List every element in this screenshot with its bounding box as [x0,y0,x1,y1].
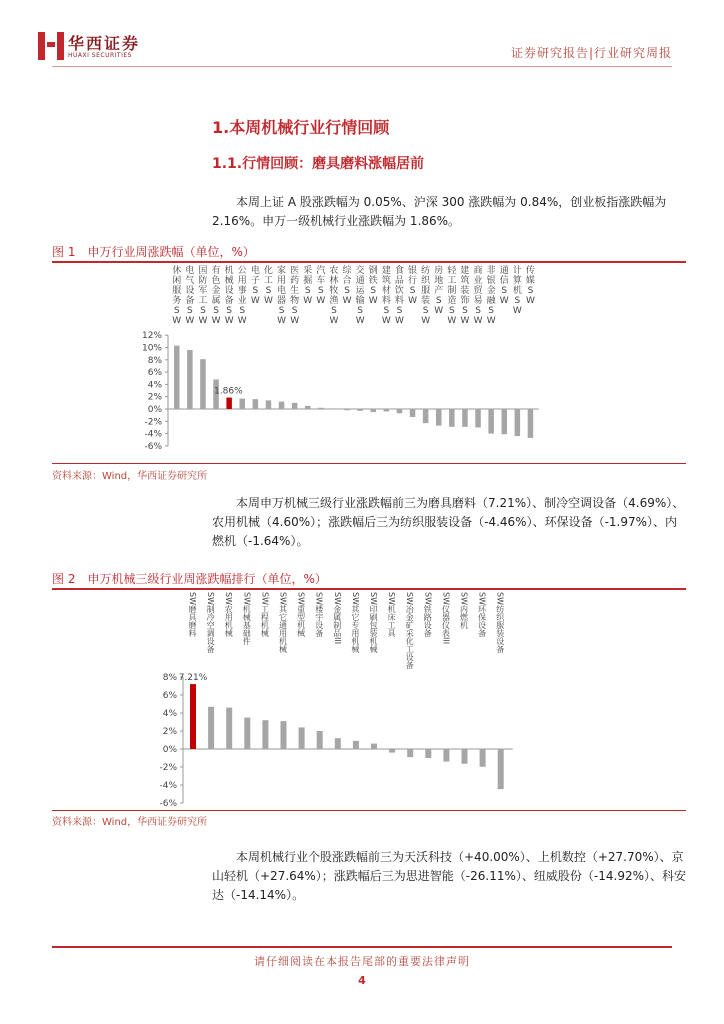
y-tick-label: 8% [147,355,162,366]
category-label: SW纺织服装设备 [495,592,505,653]
figure2-title: 图 2 申万机械三级行业周涨跌幅排行（单位，%） [52,572,327,586]
category-label: SW其它通用机械 [278,592,288,653]
bar [226,708,232,749]
y-tick-label: 12% [141,331,162,342]
bar [244,718,250,750]
y-tick-label: 6% [162,691,177,701]
bar [335,738,341,749]
bar [262,720,268,749]
y-tick-label: 2% [147,392,162,403]
category-label: SW机械基础件 [242,592,252,645]
page-number: 4 [358,974,366,987]
y-tick-label: 4% [147,380,162,391]
y-tick-label: 6% [147,368,162,379]
category-label: SW其它专用机械 [350,592,360,653]
category-label: 交通运输SW [355,266,365,326]
category-label: SW环保设备 [477,592,487,637]
bar [407,749,413,757]
subsection-heading: 1.1.行情回顾：磨具磨料涨幅居前 [212,156,425,172]
category-label: 有色金属SW [211,266,221,326]
category-label: SW磨具磨料 [188,592,197,637]
footer-notice: 请仔细阅读在本报告尾部的重要法律声明 [254,955,470,968]
category-label: SW冶金矿采化工设备 [405,592,415,669]
category-label: 传媒SW [525,266,535,306]
y-tick-label: 2% [162,727,177,737]
y-tick-label: 0% [147,405,162,415]
data-label: 7.21% [178,673,208,684]
category-label: 钢铁SW [368,266,378,306]
category-label: 建筑材料SW [381,266,391,326]
figure1-source: 资料来源：Wind，华西证券研究所 [52,471,208,482]
category-label: SW铁路设备 [423,592,433,637]
y-tick-label: 0% [162,745,177,755]
y-tick-label: -2% [159,763,177,773]
category-label: 银行SW [408,266,418,306]
bar [281,721,287,749]
bar [317,731,323,749]
category-label: 采掘SW [303,266,313,306]
category-label: 农林牧渔SW [329,266,339,326]
category-label: 家用电器SW [277,266,287,326]
category-label: SW机床工具 [387,592,397,637]
report-type: 证券研究报告|行业研究周报 [510,46,672,60]
category-label: 休闲服务SW [172,266,182,326]
y-tick-label: 8% [162,673,177,683]
paragraph-market: 本周上证 A 股涨跌幅为 0.05%、沪深 300 涨跌幅为 0.84%，创业板指涨跌幅为 2.16%。申万一级机械行业涨跌幅为 1.86%。 [212,195,667,228]
section-heading: 1.本周机械行业行情回顾 [212,118,390,137]
y-tick-label: -6% [159,799,177,809]
category-label: SW金属制品III [332,592,342,645]
bar [299,727,305,749]
category-label: SW内燃机 [459,592,469,629]
category-label: 食品饮料SW [394,266,404,326]
category-label: SW楼宇设备 [314,592,324,637]
y-tick-label: -2% [144,417,162,428]
category-label: 医药生物SW [290,266,300,326]
figure1-title: 图 1 申万行业周涨跌幅（单位，%） [52,245,255,259]
figure2-source: 资料来源：Wind，华西证券研究所 [52,817,208,828]
category-label: 计算机SW [512,266,522,316]
bar [462,749,468,764]
bar [389,749,395,753]
category-label: 公用事业SW [237,266,247,326]
y-tick-label: -4% [159,781,177,791]
category-label: 汽车SW [316,266,326,306]
category-label: 轻工制造SW [447,266,457,326]
category-label: 电气设备SW [185,266,195,326]
category-label: SW重型机械 [296,592,306,637]
y-tick-label: 4% [162,709,177,719]
bar [425,749,431,758]
figure2-source-rule [52,810,686,811]
bar [480,749,486,767]
bar [443,749,449,762]
y-tick-label: 10% [141,343,162,354]
paragraph-stocks: 本周机械行业个股涨跌幅前三为天沃科技（+40.00%）、上机数控（+27.70%）、京山轻机（+27.64%）；涨跌幅后三为思进智能（-26.11%）、纽威股份（-14.92%）、科安达（-14.14%）。 [212,850,686,902]
bar [353,741,359,749]
category-label: SW仪器仪表III [441,592,451,645]
category-label: 化工SW [263,266,273,306]
category-label: SW农用机械 [224,592,234,637]
y-tick-label: -6% [144,441,162,452]
category-label: SW印刷包装机械 [369,592,378,653]
bar [208,707,214,749]
bar [371,744,377,749]
category-label: 机械设备SW [224,266,234,326]
data-label: 1.86% [214,386,243,397]
logo-en: HUAXI SECURITIES [68,52,132,59]
bar [190,684,196,749]
category-label: 非银金融SW [486,266,496,326]
category-label: 综合SW [342,266,352,306]
category-label: 通信SW [499,266,509,306]
category-label: 电子SW [250,266,260,306]
category-label: SW工程机械 [260,592,270,637]
category-label: 国防军工SW [198,266,208,326]
footer-rule [52,946,672,948]
category-label: 商业贸易SW [473,266,483,326]
category-label: SW制冷空调设备 [206,592,216,653]
paragraph-subsectors: 本周申万机械三级行业涨跌幅前三为磨具磨料（7.21%）、制冷空调设备（4.69%）、农用机械（4.60%）；涨跌幅后三为纺织服装设备（-4.46%）、环保设备（-1.97%）、内燃机（-1.64%）。 [212,496,685,548]
category-label: 纺织服装SW [421,266,431,326]
logo-cn: 华西证券 [68,34,141,53]
category-label: 建筑装饰SW [460,266,470,326]
y-tick-label: -4% [144,429,162,440]
bar [498,749,504,789]
category-label: 房地产SW [434,266,444,316]
